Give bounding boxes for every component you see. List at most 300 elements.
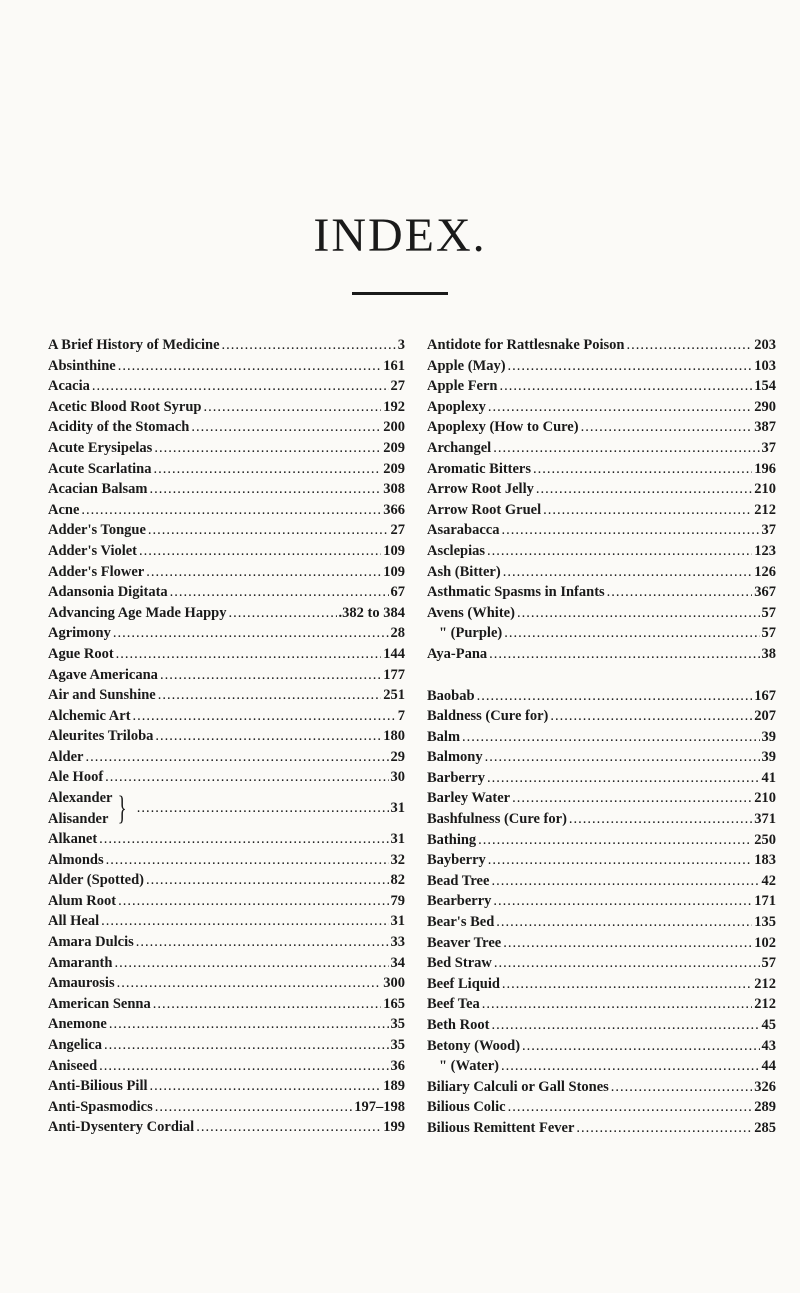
dot-leader [517,603,760,624]
index-entry [48,459,405,480]
index-entry [427,438,776,459]
dot-leader [85,747,388,768]
index-entry [48,665,405,686]
index-entry [427,500,776,521]
entry-name: Absinthine [48,357,116,374]
entry-name: Bilious Colic [427,1099,506,1116]
entry-name: Acacian Balsam [48,481,148,498]
entry-name: Balm [427,728,461,745]
entry-page: 38 [761,645,776,662]
index-entry [427,623,776,644]
entry-page: 7 [397,707,405,724]
entry-name: Anti-Spasmodics [48,1098,153,1115]
dot-leader [478,830,752,851]
entry-name: Archangel [427,439,492,456]
entry-name: Apoplexy [427,398,486,415]
entry-page: 144 [383,645,405,662]
dot-leader [160,665,381,686]
dot-leader [488,850,752,871]
entry-page: 31 [390,831,405,848]
entry-name-group [48,788,112,829]
entry-name: Asclepias [427,542,485,559]
page-title: INDEX. [313,209,487,262]
entry-page: 203 [754,337,776,353]
index-entry [48,953,405,974]
dot-leader [191,417,381,438]
dot-leader [536,479,752,500]
entry-page: 37 [761,522,776,539]
entry-name: Beef Tea [427,996,480,1013]
index-entry [48,356,405,377]
dot-leader [154,438,381,459]
entry-name: Balmony [427,749,483,766]
dot-leader [116,644,382,665]
entry-page: 29 [390,748,405,765]
entry-name: Adder's Tongue [48,522,146,539]
index-entry [48,541,405,562]
entry-page: 367 [754,584,776,601]
entry-page: 326 [754,1078,776,1095]
dot-leader [491,871,759,892]
index-entry [427,747,776,768]
entry-page: 209 [383,460,405,477]
entry-page: 39 [761,728,776,745]
dot-leader [502,974,752,995]
index-entry [48,397,405,418]
index-entry [427,974,776,995]
title-rule [352,292,448,295]
dot-leader [482,994,752,1015]
dot-leader [550,706,752,727]
dot-leader [477,686,753,707]
index-entry [48,911,405,932]
index-entry [48,788,405,829]
entry-page: 35 [390,1016,405,1033]
dot-leader [491,1015,759,1036]
entry-page: 41 [761,769,776,786]
index-entry [427,768,776,789]
entry-page: 210 [754,790,776,807]
entry-name: Bead Tree [427,872,490,889]
dot-leader [99,1056,388,1077]
entry-page: 285 [754,1119,776,1136]
entry-name: Beaver Tree [427,934,502,951]
entry-page: 27 [390,522,405,539]
entry-page: 126 [754,563,776,580]
entry-name: Asthmatic Spasms in Infants [427,584,605,601]
dot-leader [153,994,382,1015]
entry-name: Acute Erysipelas [48,439,153,456]
index-entry [48,623,405,644]
entry-page: 36 [390,1057,405,1074]
entry-name: Apoplexy (How to Cure) [427,419,579,436]
entry-name: Aya-Pana [427,645,488,662]
index-entry [427,1077,776,1098]
entry-page: 290 [754,398,776,415]
entry-page: 67 [390,584,405,601]
entry-page: 33 [390,934,405,951]
dot-leader [503,562,753,583]
index-entry [48,767,405,788]
entry-page: 177 [383,666,405,683]
entry-page: 135 [754,914,776,931]
index-entry [427,1097,776,1118]
entry-name: Bathing [427,831,477,848]
dot-leader [155,726,381,747]
dot-leader [158,685,382,706]
entry-name: Almonds [48,851,104,868]
entry-page: 79 [390,892,405,909]
entry-page: 43 [761,1037,776,1054]
dot-leader [155,1097,353,1118]
dot-leader [109,1014,389,1035]
entry-name: Adder's Violet [48,542,138,559]
entry-name: Alchemic Art [48,707,131,724]
entry-name: Betony (Wood) [427,1037,521,1054]
index-entry [48,1097,405,1118]
entry-page: 171 [754,893,776,910]
entry-page: 161 [383,357,405,374]
entry-name: Asarabacca [427,522,500,539]
dot-leader [504,623,759,644]
entry-page: 165 [383,995,405,1012]
dot-leader [512,788,752,809]
dot-leader [222,335,396,356]
index-entry [48,1035,405,1056]
entry-name: Alder [48,748,84,765]
entry-name: Baldness (Cure for) [427,708,549,725]
entry-page: 183 [754,852,776,869]
entry-page: 196 [754,460,776,477]
entry-name: Angelica [48,1037,102,1053]
entry-name: Apple Fern [427,378,498,395]
entry-name: " (Purple) [439,625,503,642]
entry-page: 82 [390,872,405,889]
entry-page: 31 [390,913,405,930]
entry-page: 180 [383,728,405,745]
entry-page: 210 [754,481,776,498]
index-entry [48,603,405,624]
entry-page: 212 [754,996,776,1013]
entry-page: 207 [754,708,776,725]
index-entry [427,850,776,871]
entry-name: All Heal [48,913,100,930]
index-entry [48,582,405,603]
index-entry [427,1118,776,1139]
entry-page: 167 [754,687,776,704]
index-entry [48,747,405,768]
dot-leader [148,520,389,541]
dot-leader [118,356,382,377]
index-entry [427,912,776,933]
dot-leader [101,911,388,932]
index-entry [48,726,405,747]
index-entry [427,479,776,500]
entry-name: Ague Root [48,645,114,662]
dot-leader [170,582,389,603]
entry-name: " (Water) [439,1058,499,1075]
dot-leader [543,500,752,521]
dot-leader [581,417,753,438]
index-entry [48,1014,405,1035]
entry-page: 109 [383,563,405,580]
entry-name: Alexander [48,789,113,806]
index-entry [427,459,776,480]
entry-page: 57 [761,955,776,972]
dot-leader [104,1035,389,1056]
entry-page: 289 [754,1099,776,1116]
index-entry [427,417,776,438]
entry-name: Agrimony [48,625,111,642]
dot-leader [203,397,381,418]
index-entry [48,706,405,727]
entry-page: 251 [383,687,405,704]
entry-page: 109 [383,542,405,559]
dot-leader [149,479,381,500]
dot-leader [522,1036,759,1057]
entry-name: Ash (Bitter) [427,563,501,580]
entry-page: 35 [390,1037,405,1053]
index-entry [427,582,776,603]
entry-page: 200 [383,419,405,436]
index-entry [48,520,405,541]
index-entry [427,830,776,851]
entry-page: 28 [390,625,405,642]
index-entry [48,850,405,871]
entry-page: 45 [761,1017,776,1033]
entry-page: 37 [761,439,776,456]
entry-page: 57 [761,625,776,642]
entry-name: Agave Americana [48,666,158,683]
index-entry [427,994,776,1015]
dot-leader [137,800,389,817]
dot-leader [136,932,389,953]
entry-name: Aniseed [48,1057,98,1074]
entry-name: Bear's Bed [427,914,495,931]
index-entry [48,1056,405,1077]
entry-name: Bilious Remittent Fever [427,1119,575,1136]
index-entry [427,686,776,707]
entry-name: Bashfulness (Cure for) [427,811,567,828]
index-entry [427,603,776,624]
index-entry [48,376,405,397]
entry-name: Alisander [48,810,109,827]
index-entry [48,417,405,438]
dot-leader [493,891,752,912]
index-entry [427,335,776,356]
entry-page: 44 [761,1058,776,1075]
index-entry [48,829,405,850]
entry-page: 197–198 [354,1098,405,1115]
dot-leader [502,520,760,541]
index-entry [48,1117,405,1138]
entry-page: 31 [390,800,405,817]
dot-leader [113,623,389,644]
dot-leader [139,541,381,562]
index-entry [427,727,776,748]
index-entry [427,1056,776,1077]
entry-name: Alkanet [48,831,98,848]
index-entry [48,685,405,706]
dot-leader [508,356,753,377]
index-column-right [427,335,776,1139]
entry-name: Acidity of the Stomach [48,419,190,436]
dot-leader [493,438,759,459]
index-entry [427,541,776,562]
index-entry [48,891,405,912]
entry-page: 42 [761,872,776,889]
entry-name: Acute Scarlatina [48,460,152,477]
entry-name: Ale Hoof [48,769,104,786]
entry-name: Aromatic Bitters [427,460,532,477]
entry-name: Anti-Bilious Pill [48,1078,148,1095]
index-entry [427,871,776,892]
dot-leader [133,706,396,727]
entry-name: Barley Water [427,790,511,807]
entry-name: Air and Sunshine [48,687,156,704]
dot-leader [99,829,388,850]
entry-page: 34 [390,954,405,971]
index-entry [427,1036,776,1057]
index-entry [427,562,776,583]
entry-name: Alum Root [48,892,117,909]
index-entry [48,870,405,891]
entry-page: 39 [761,749,776,766]
index-entry [48,644,405,665]
section-gap [427,665,776,686]
index-column-left [48,335,405,1138]
entry-page: 30 [390,769,405,786]
entry-page: 32 [390,851,405,868]
dot-leader [576,1118,752,1139]
dot-leader [106,850,389,871]
entry-page: 212 [754,975,776,992]
entry-name: American Senna [48,995,151,1012]
dot-leader [114,953,388,974]
entry-page: 154 [754,378,776,395]
entry-page: 123 [754,542,776,559]
index-entry [427,809,776,830]
index-entry [427,933,776,954]
dot-leader [150,1076,382,1097]
dot-leader [499,376,752,397]
dot-leader [503,933,752,954]
dot-leader [489,644,759,665]
dot-leader [146,870,389,891]
entry-name: Anemone [48,1016,107,1033]
dot-leader [496,912,752,933]
dot-leader [105,767,388,788]
entry-name: Beef Liquid [427,975,500,992]
entry-page: 192 [383,398,405,415]
dot-leader [508,1097,753,1118]
entry-name: Bed Straw [427,955,492,972]
dot-leader [569,809,752,830]
dot-leader [92,376,389,397]
dot-leader [228,603,336,624]
index-entry [427,520,776,541]
entry-name: Alder (Spotted) [48,872,144,889]
index-entry [48,479,405,500]
dot-leader [81,500,381,521]
entry-name: Advancing Age Made Happy [48,604,227,621]
entry-name: Amaurosis [48,975,115,992]
entry-page: 209 [383,439,405,456]
entry-name: Acne [48,501,80,518]
dot-leader [533,459,752,480]
entry-name: Acacia [48,378,90,395]
index-entry [48,973,405,994]
entry-name: Antidote for Rattlesnake Poison [427,337,625,353]
index-entry [48,562,405,583]
dot-leader [462,727,759,748]
entry-name: Biliary Calculi or Gall Stones [427,1078,609,1095]
dot-leader [485,747,760,768]
entry-name: A Brief History of Medicine [48,337,220,353]
dot-leader [607,582,753,603]
index-entry [48,335,405,356]
dot-leader [196,1117,381,1138]
dot-leader [501,1056,760,1077]
dot-leader [488,397,752,418]
entry-page: 300 [383,975,405,992]
entry-page: 57 [761,604,776,621]
entry-page: 250 [754,831,776,848]
index-entry [427,1015,776,1036]
entry-name: Avens (White) [427,604,515,621]
entry-name: Apple (May) [427,357,506,374]
index-entry [427,891,776,912]
entry-page: 199 [383,1119,405,1136]
index-entry [427,376,776,397]
index-entry [427,397,776,418]
dot-leader [611,1077,752,1098]
dot-leader [627,335,753,356]
dot-leader [146,562,381,583]
dot-leader [487,541,752,562]
dot-leader [487,768,760,789]
dot-leader [154,459,382,480]
dot-leader [117,973,382,994]
entry-name: Arrow Root Gruel [427,501,542,518]
entry-name: Beth Root [427,1017,490,1033]
entry-page: .382 to 384 [338,604,405,621]
brace-glyph: } [118,789,128,827]
index-entry [427,706,776,727]
entry-name: Bearberry [427,893,492,910]
index-entry [48,500,405,521]
entry-name: Bayberry [427,852,486,869]
index-entry [427,953,776,974]
entry-name: Amara Dulcis [48,934,134,951]
dot-leader [118,891,388,912]
entry-page: 387 [754,419,776,436]
entry-page: 189 [383,1078,405,1095]
entry-name: Barberry [427,769,485,786]
entry-name: Aleurites Triloba [48,728,154,745]
entry-name: Anti-Dysentery Cordial [48,1119,195,1136]
entry-page: 308 [383,481,405,498]
entry-name: Acetic Blood Root Syrup [48,398,202,415]
entry-page: 102 [754,934,776,951]
entry-page: 366 [383,501,405,518]
dot-leader [494,953,760,974]
index-entry [427,788,776,809]
entry-page: 212 [754,501,776,518]
index-entry [48,994,405,1015]
entry-name: Baobab [427,687,475,704]
entry-name: Adder's Flower [48,563,145,580]
